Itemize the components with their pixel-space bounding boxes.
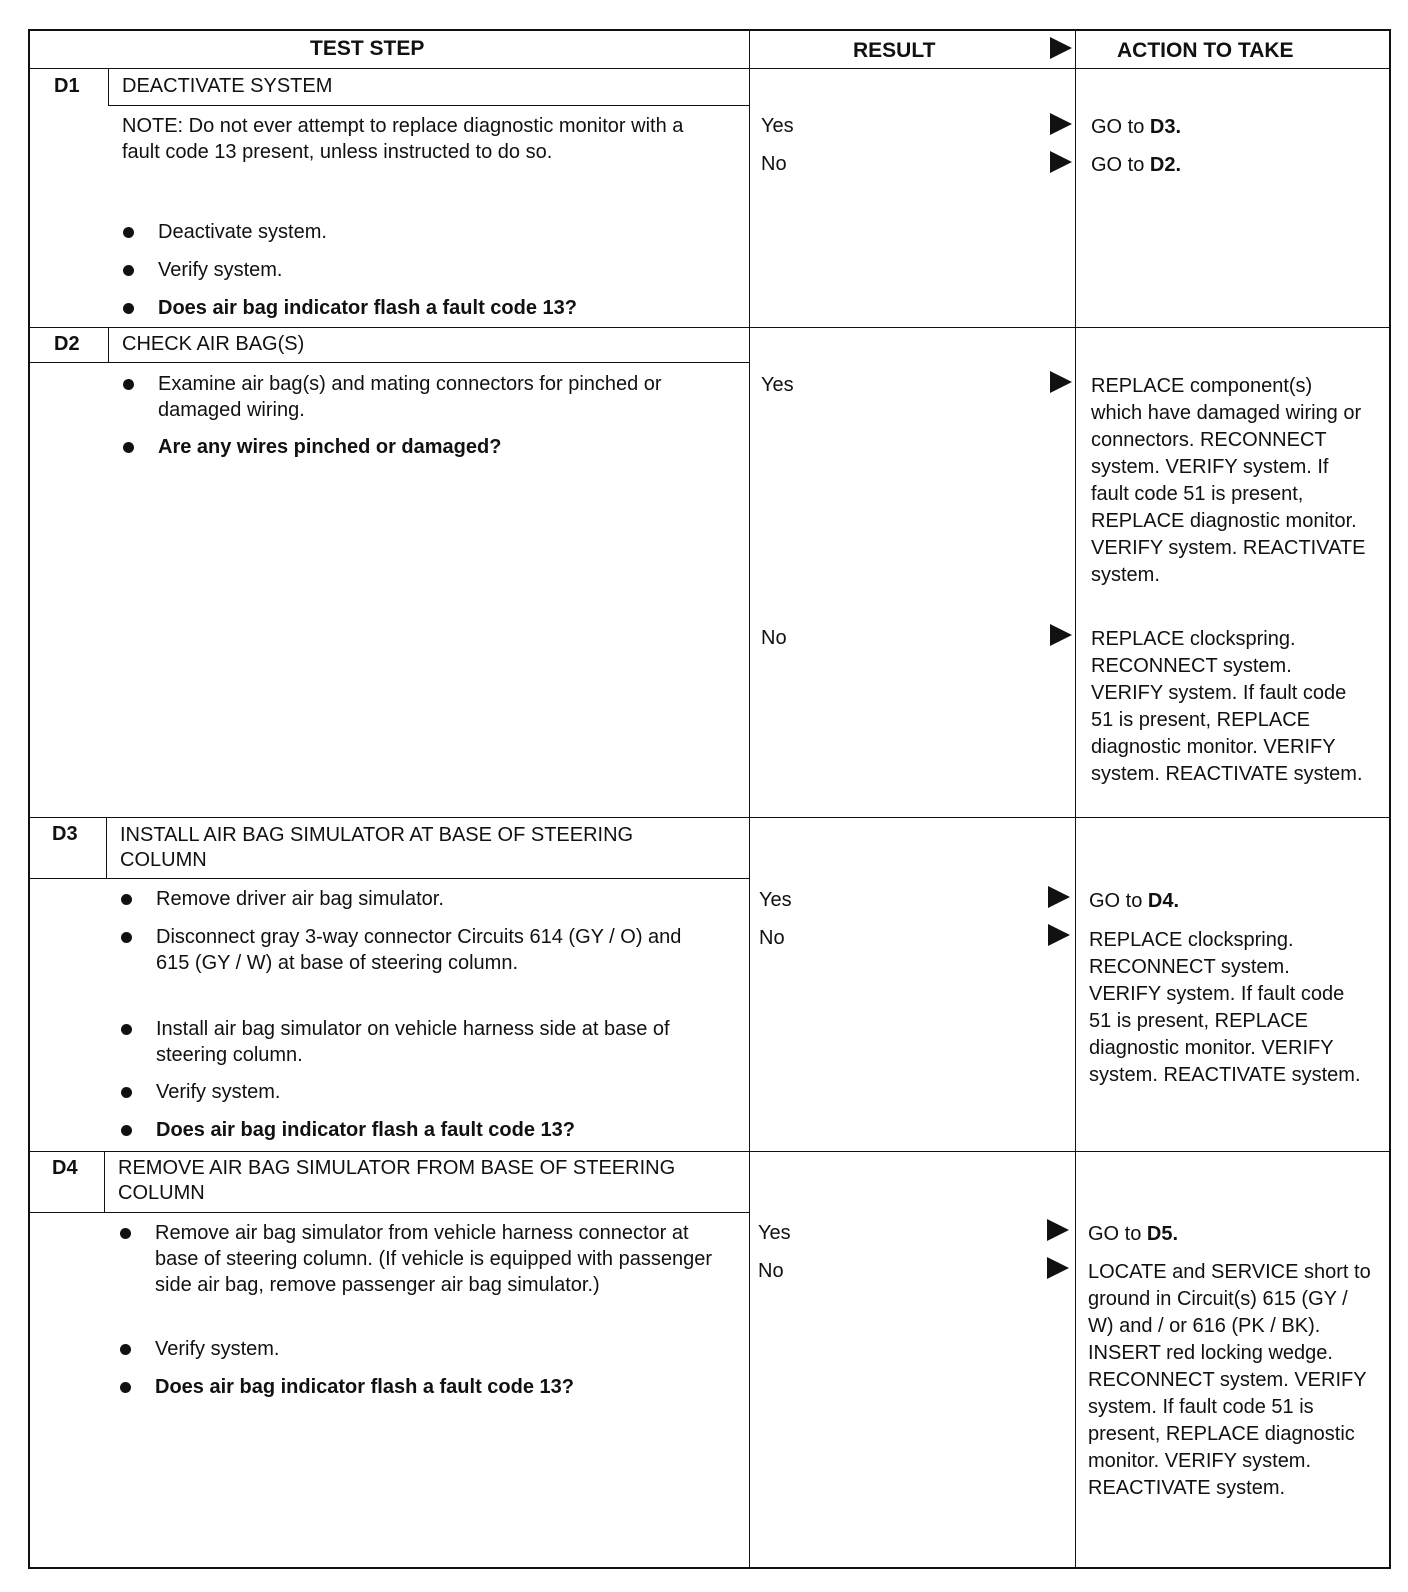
bullet-d3-1: Remove driver air bag simulator. xyxy=(156,886,716,912)
column-divider-result xyxy=(749,31,750,1567)
title-divider-d4 xyxy=(30,1212,749,1213)
header-action-to-take: ACTION TO TAKE xyxy=(1117,39,1294,62)
action-d4-yes: GO to D5. xyxy=(1088,1223,1179,1245)
action-d3-yes: GO to D4. xyxy=(1089,890,1180,912)
result-arrow-icon xyxy=(1050,624,1072,646)
header-arrow-icon xyxy=(1050,37,1072,59)
bullet-dot-icon xyxy=(121,894,132,905)
action-d2-no: REPLACE clockspring. RECONNECT system. VERIFY system. If fault code 51 is present, REPLACE diagnostic monitor. VERIFY system. REACTIVATE system. xyxy=(1091,628,1363,785)
result-label-d2-yes: Yes xyxy=(761,374,794,396)
bullet-d2-1: Examine air bag(s) and mating connectors for pinched or damaged wiring. xyxy=(158,371,698,423)
bullet-d4-1: Remove air bag simulator from vehicle harness connector at base of steering column. (If vehicle is equipped with passenger side air bag, remove passenger air bag simulator.) xyxy=(155,1220,715,1298)
step-number-divider-d3 xyxy=(106,817,107,878)
header-divider xyxy=(30,68,1389,69)
bullet-d1-2: Verify system. xyxy=(158,257,718,283)
step-divider-d1 xyxy=(30,327,1389,328)
step-title-d1: DEACTIVATE SYSTEM xyxy=(122,75,333,97)
step-title-d3: INSTALL AIR BAG SIMULATOR AT BASE OF STEERING COLUMN xyxy=(120,824,634,871)
bullet-d1-3: Does air bag indicator flash a fault code 13? xyxy=(158,295,718,321)
step-title-d2: CHECK AIR BAG(S) xyxy=(122,333,305,355)
result-arrow-icon xyxy=(1047,1257,1069,1279)
action-d2-yes: REPLACE component(s) which have damaged wiring or connectors. RECONNECT system. VERIFY system. If fault code 51 is present, REPLACE diagnostic monitor. VERIFY system. REACTIVATE system. xyxy=(1091,375,1366,586)
result-arrow-icon xyxy=(1048,924,1070,946)
step-divider-d3 xyxy=(30,1151,1389,1152)
step-number-divider-d2 xyxy=(108,327,109,362)
bullet-dot-icon xyxy=(123,442,134,453)
result-label-d3-yes: Yes xyxy=(759,889,792,911)
result-label-d2-no: No xyxy=(761,627,787,649)
title-divider-d1 xyxy=(108,105,749,106)
result-arrow-icon xyxy=(1048,886,1070,908)
bullet-dot-icon xyxy=(121,1087,132,1098)
bullet-dot-icon xyxy=(123,379,134,390)
bullet-d1-1: Deactivate system. xyxy=(158,219,718,245)
step-title-d4: REMOVE AIR BAG SIMULATOR FROM BASE OF STEERING COLUMN xyxy=(118,1157,676,1204)
title-divider-d2 xyxy=(30,362,749,363)
bullet-dot-icon xyxy=(123,303,134,314)
bullet-d2-2: Are any wires pinched or damaged? xyxy=(158,434,718,460)
result-label-d1-yes: Yes xyxy=(761,115,794,137)
step-divider-d2 xyxy=(30,817,1389,818)
bullet-d4-2: Verify system. xyxy=(155,1336,715,1362)
result-label-d1-no: No xyxy=(761,153,787,175)
action-d1-no: GO to D2. xyxy=(1091,154,1182,176)
header-result: RESULT xyxy=(853,39,936,62)
step-number-divider-d1 xyxy=(108,68,109,105)
result-label-d4-no: No xyxy=(758,1260,784,1282)
result-label-d4-yes: Yes xyxy=(758,1222,791,1244)
bullet-dot-icon xyxy=(120,1344,131,1355)
result-arrow-icon xyxy=(1050,151,1072,173)
result-arrow-icon xyxy=(1047,1219,1069,1241)
title-divider-d3 xyxy=(30,878,749,879)
step-number-divider-d4 xyxy=(104,1151,105,1212)
header-test-step: TEST STEP xyxy=(310,37,425,60)
step-number-d4: D4 xyxy=(52,1157,78,1179)
bullet-dot-icon xyxy=(120,1228,131,1239)
step-number-d2: D2 xyxy=(54,333,80,355)
bullet-dot-icon xyxy=(123,227,134,238)
bullet-d3-3: Install air bag simulator on vehicle harness side at base of steering column. xyxy=(156,1016,716,1068)
bullet-dot-icon xyxy=(121,932,132,943)
step-note-d1: NOTE: Do not ever attempt to replace diagnostic monitor with a fault code 13 present, unless instructed to do so. xyxy=(122,115,684,163)
bullet-dot-icon xyxy=(121,1024,132,1035)
diagnostic-table xyxy=(28,29,1391,1569)
step-number-d3: D3 xyxy=(52,823,78,845)
result-arrow-icon xyxy=(1050,113,1072,135)
bullet-dot-icon xyxy=(120,1382,131,1393)
result-arrow-icon xyxy=(1050,371,1072,393)
column-divider-action xyxy=(1075,31,1076,1567)
bullet-d4-3: Does air bag indicator flash a fault code 13? xyxy=(155,1374,725,1400)
bullet-dot-icon xyxy=(121,1125,132,1136)
bullet-d3-4: Verify system. xyxy=(156,1079,716,1105)
bullet-dot-icon xyxy=(123,265,134,276)
action-d1-yes: GO to D3. xyxy=(1091,116,1182,138)
action-d4-no: LOCATE and SERVICE short to ground in Circuit(s) 615 (GY / W) and / or 616 (PK / BK). INSERT red locking wedge. RECONNECT system. VERIFY system. If fault code 51 is present, REPLACE diagnostic monitor. VERIFY system. REACTIVATE system. xyxy=(1088,1261,1371,1499)
bullet-d3-2: Disconnect gray 3-way connector Circuits 614 (GY / O) and 615 (GY / W) at base of steering column. xyxy=(156,924,696,976)
step-number-d1: D1 xyxy=(54,75,80,97)
action-d3-no: REPLACE clockspring. RECONNECT system. VERIFY system. If fault code 51 is present, REPLACE diagnostic monitor. VERIFY system. REACTIVATE system. xyxy=(1089,929,1361,1086)
bullet-d3-5: Does air bag indicator flash a fault code 13? xyxy=(156,1117,726,1143)
result-label-d3-no: No xyxy=(759,927,785,949)
